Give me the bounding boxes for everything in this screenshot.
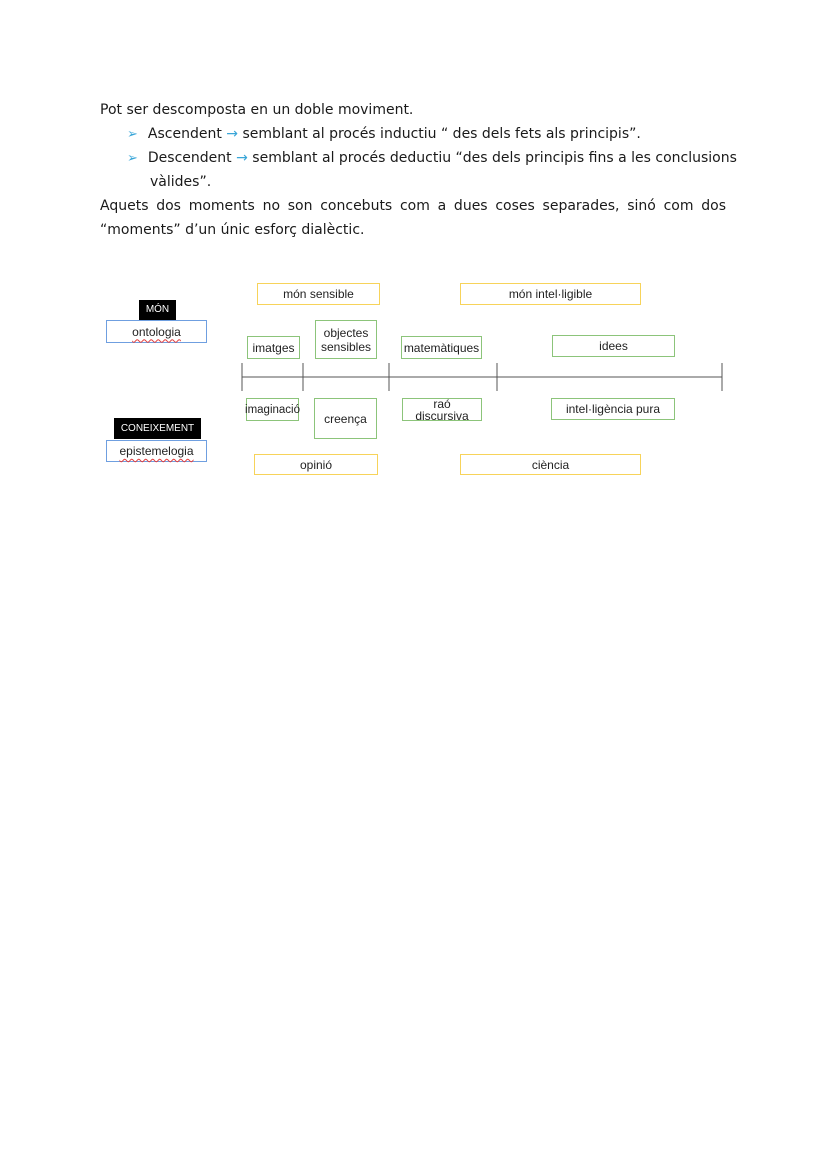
right-arrow-icon: → bbox=[226, 126, 239, 142]
pure-intelligence-box: intel·ligència pura bbox=[551, 398, 675, 420]
intelligible-world-box: món intel·ligible bbox=[460, 283, 641, 305]
belief-box: creença bbox=[314, 398, 377, 439]
bullet-continuation: vàlides”. bbox=[150, 174, 212, 190]
world-label: MÓN bbox=[139, 300, 176, 320]
right-arrow-icon: → bbox=[236, 150, 248, 166]
bullet-text: semblant al procés deductiu “des dels principis fins a les conclusions bbox=[252, 150, 737, 166]
bullet-term: Ascendent bbox=[147, 126, 222, 142]
bullet-term: Descendent bbox=[147, 150, 232, 166]
ontology-term: ontologia bbox=[132, 324, 181, 339]
intro-line: Pot ser descomposta en un doble moviment. bbox=[100, 102, 414, 118]
bullet-arrow-icon: ➢ bbox=[127, 151, 138, 166]
epistemology-term-box bbox=[106, 440, 207, 462]
sensible-world-box: món sensible bbox=[257, 283, 380, 305]
science-box: ciència bbox=[460, 454, 641, 475]
paragraph-line-1: Aquets dos moments no son concebuts com a dues coses separades, sinó com dos bbox=[100, 198, 726, 214]
discursive-reason-box: raó discursiva bbox=[402, 398, 482, 421]
bullet-text: semblant al procés inductiu “ des dels fets als principis”. bbox=[242, 126, 641, 142]
epistemology-term: epistemelogia bbox=[119, 444, 194, 458]
ontology-term-box bbox=[106, 320, 207, 343]
knowledge-label: CONEIXEMENT bbox=[114, 418, 201, 439]
images-box: imatges bbox=[247, 336, 300, 359]
bullet-arrow-icon: ➢ bbox=[127, 127, 138, 142]
paragraph-line-2: “moments” d’un únic esforç dialèctic. bbox=[100, 222, 365, 238]
ideas-box: idees bbox=[552, 335, 675, 357]
imagination-box: imaginació bbox=[246, 398, 299, 421]
sensible-objects-box: objectes sensibles bbox=[315, 320, 377, 359]
mathematics-box: matemàtiques bbox=[401, 336, 482, 359]
opinion-box: opinió bbox=[254, 454, 378, 475]
